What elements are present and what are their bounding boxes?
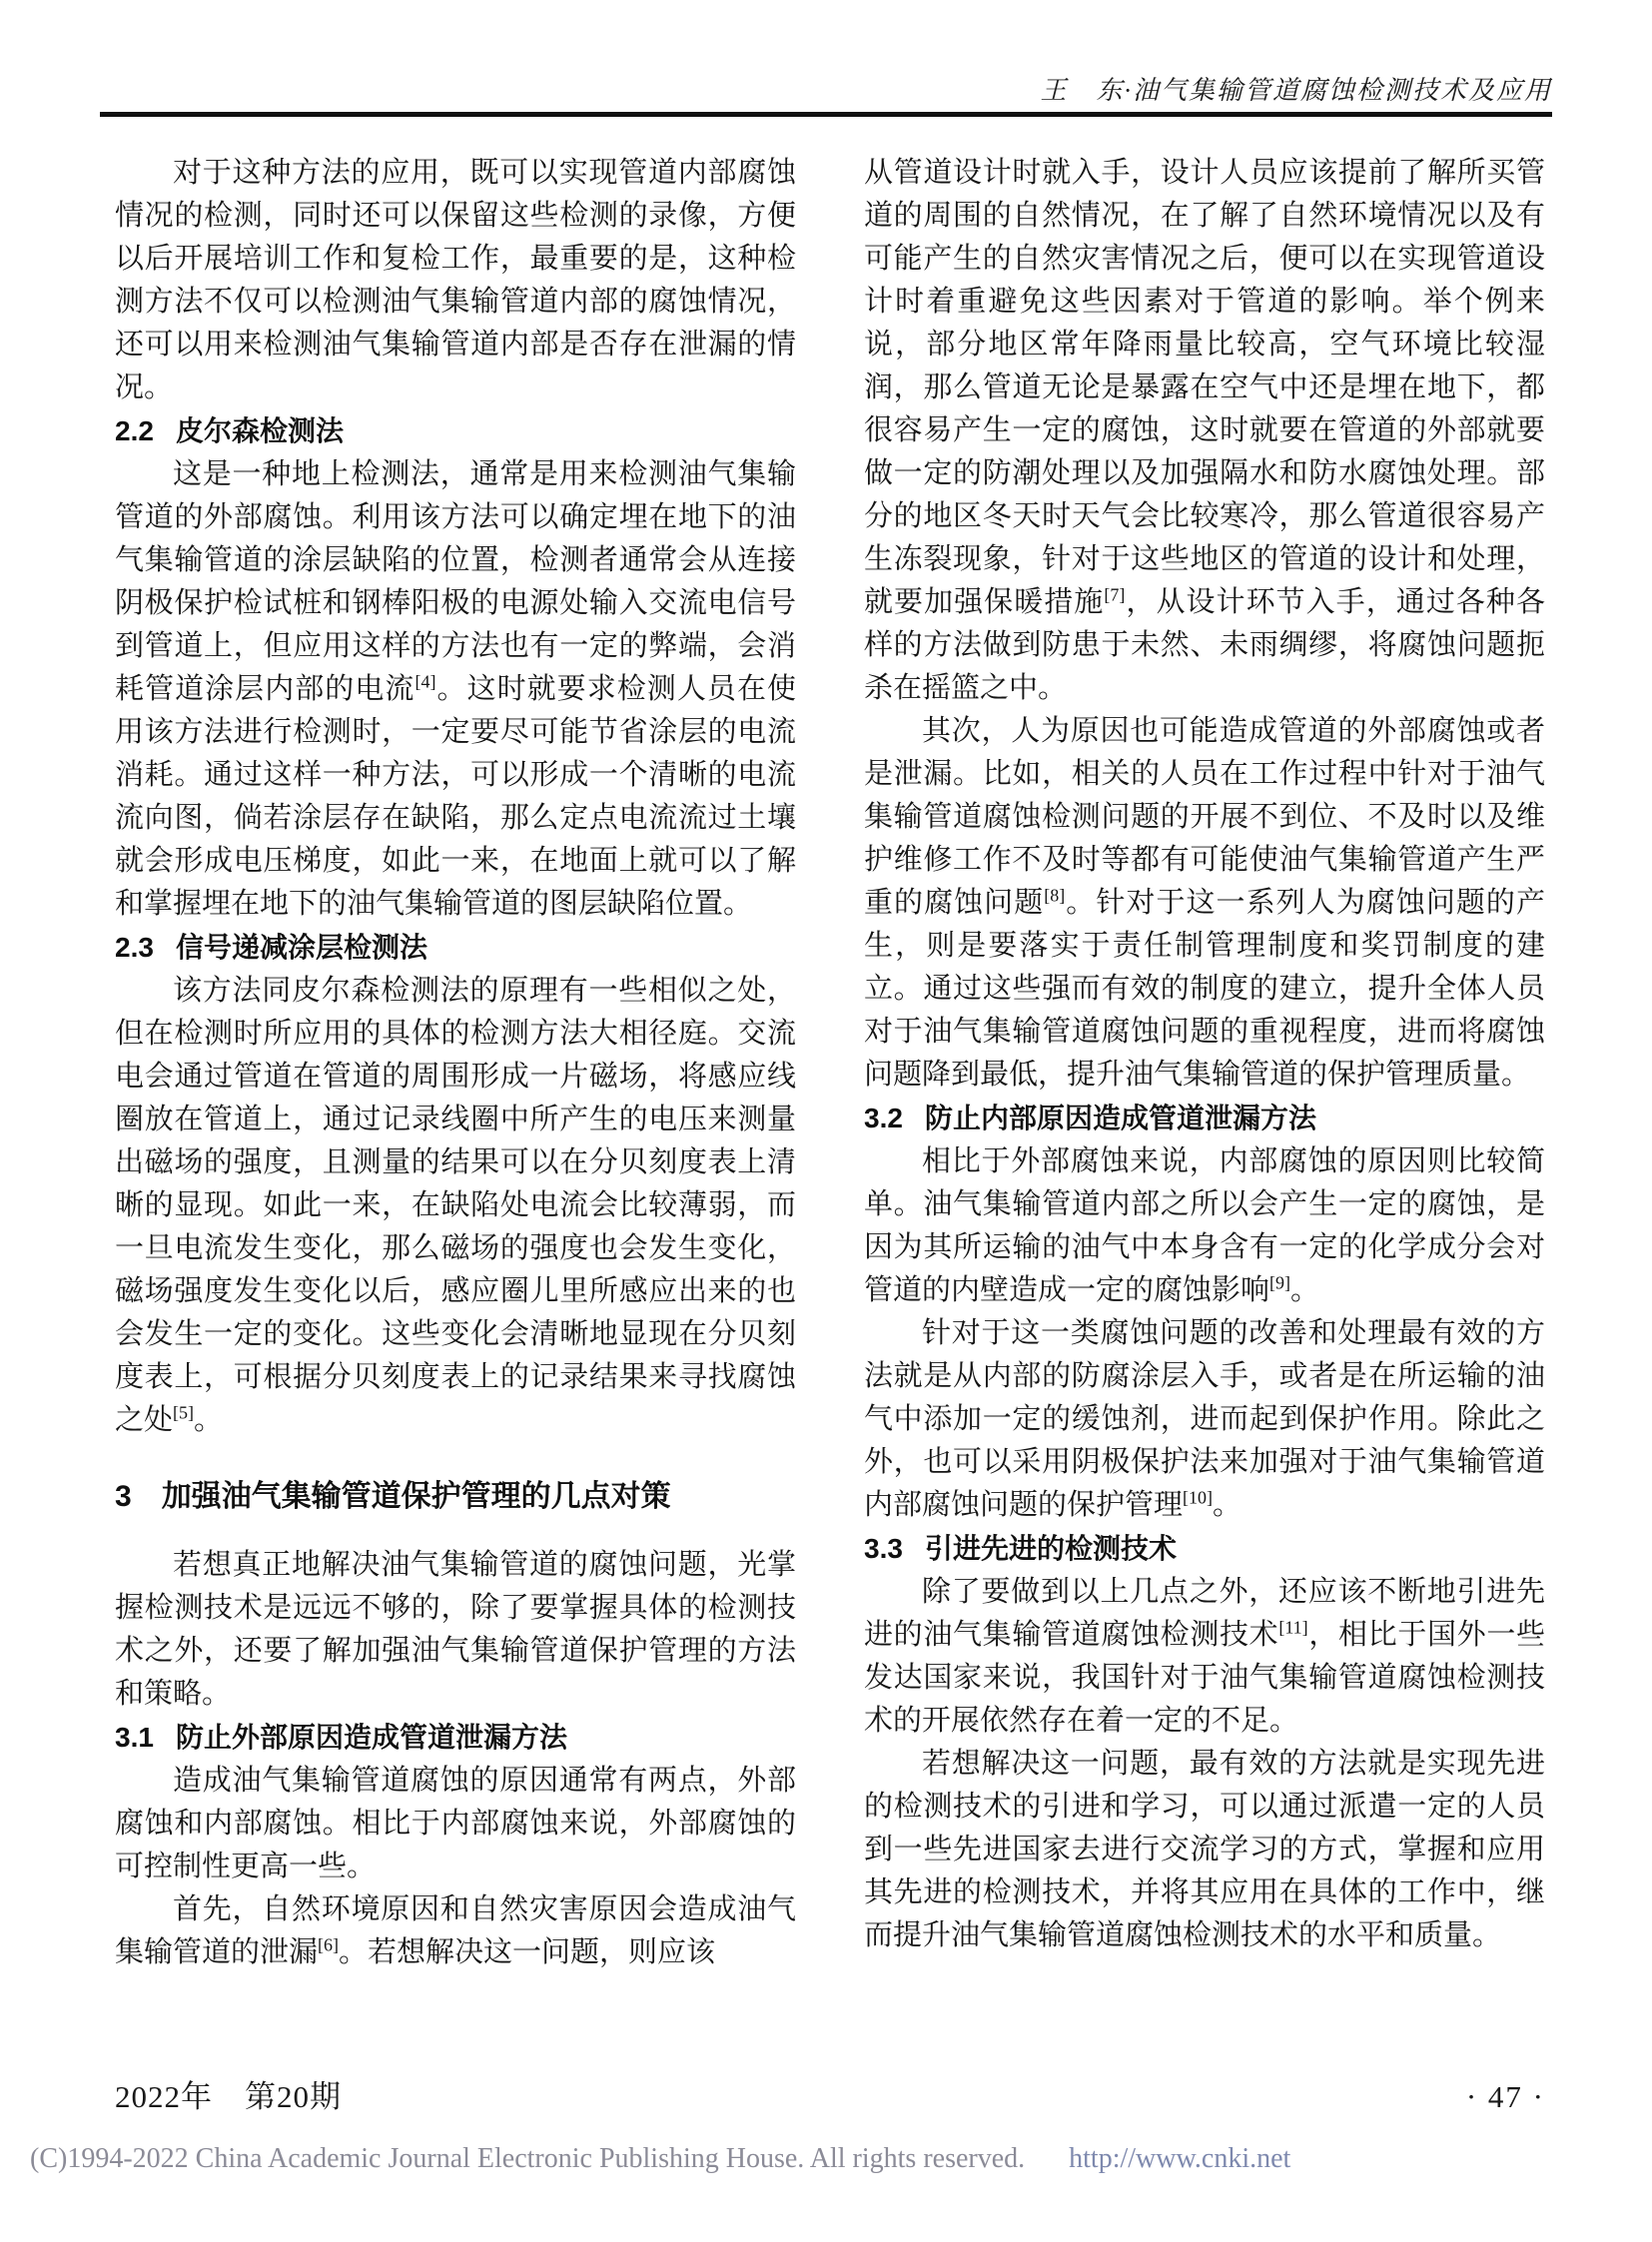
issue-info: 2022年 第20期 (115, 2079, 342, 2114)
right-column (864, 152, 1545, 1974)
paragraph: 相比于外部腐蚀来说，内部腐蚀的原因则比较简单。油气集输管道内部之所以会产生一定的腐蚀，是因为其所运输的油气中本身含有一定的化学成分会对管道的内壁造成一定的腐蚀影响[9]。 (864, 1145, 1545, 1306)
paragraph: 首先，自然环境原因和自然灾害原因会造成油气集输管道的泄漏[6]。若想解决这一问题，则应该 (115, 1893, 796, 1968)
heading-number: 3.2 (864, 1103, 903, 1133)
heading-title: 信号递减涂层检测法 (175, 932, 427, 963)
heading-title: 皮尔森检测法 (175, 415, 344, 446)
heading-number: 2.3 (115, 932, 154, 963)
copyright-text: (C)1994-2022 China Academic Journal Electronic Publishing House. All rights reserved. (30, 2143, 1026, 2174)
cnki-url[interactable]: http://www.cnki.net (1069, 2143, 1291, 2174)
section-heading-3-3 (864, 1527, 1545, 1571)
paragraph: 造成油气集输管道腐蚀的原因通常有两点，外部腐蚀和内部腐蚀。相比于内部腐蚀来说，外部腐蚀的可控制性更高一些。 (115, 1765, 796, 1882)
section-heading-3 (115, 1474, 796, 1520)
paragraph: 从管道设计时就入手，设计人员应该提前了解所买管道的周围的自然情况，在了解了自然环境情况以及有可能产生的自然灾害情况之后，便可以在实现管道设计时着重避免这些因素对于管道的影响。举个例来说，部分地区常年降雨量比较高，空气环境比较湿润，那么管道无论是暴露在空气中还是埋在地下，都很容易产生一定的腐蚀，这时就要在管道的外部就要做一定的防潮处理以及加强隔水和防水腐蚀处理。部分的地区冬天时天气会比较寒冷，那么管道很容易产生冻裂现象，针对于这些地区的管道的设计和处理，就要加强保暖措施[7]，从设计环节入手，通过各种各样的方法做到防患于未然、未雨绸缪，将腐蚀问题扼杀在摇篮之中。 (864, 157, 1545, 704)
paragraph: 除了要做到以上几点之外，还应该不断地引进先进的油气集输管道腐蚀检测技术[11]，相比于国外一些发达国家来说，我国针对于油气集输管道腐蚀检测技术的开展依然存在着一定的不足。 (864, 1576, 1545, 1737)
paragraph: 对于这种方法的应用，既可以实现管道内部腐蚀情况的检测，同时还可以保留这些检测的录像，方便以后开展培训工作和复检工作，最重要的是，这种检测方法不仅可以检测油气集输管道内部的腐蚀情况，还可以用来检测油气集输管道内部是否存在泄漏的情况。 (115, 157, 796, 403)
paragraph: 若想真正地解决油气集输管道的腐蚀问题，光掌握检测技术是远远不够的，除了要掌握具体的检测技术之外，还要了解加强油气集输管道保护管理的方法和策略。 (115, 1549, 796, 1710)
paragraph: 该方法同皮尔森检测法的原理有一些相似之处，但在检测时所应用的具体的检测方法大相径庭。交流电会通过管道在管道的周围形成一片磁场，将感应线圈放在管道上，通过记录线圈中所产生的电压来测量出磁场的强度，且测量的结果可以在分贝刻度表上清晰的显现。如此一来，在缺陷处电流会比较薄弱，而一旦电流发生变化，那么磁场的强度也会发生变化，磁场强度发生变化以后，感应圈儿里所感应出来的也会发生一定的变化。这些变化会清晰地显现在分贝刻度表上，可根据分贝刻度表上的记录结果来寻找腐蚀之处[5]。 (115, 975, 796, 1436)
heading-number: 3 (115, 1480, 132, 1513)
paragraph: 这是一种地上检测法，通常是用来检测油气集输管道的外部腐蚀。利用该方法可以确定埋在地下的油气集输管道的涂层缺陷的位置，检测者通常会从连接阴极保护检试桩和钢棒阳极的电源处输入交流电信号到管道上，但应用这样的方法也有一定的弊端，会消耗管道涂层内部的电流[4]。这时就要求检测人员在使用该方法进行检测时，一定要尽可能节省涂层的电流消耗。通过这样一种方法，可以形成一个清晰的电流流向图，倘若涂层存在缺陷，那么定点电流流过土壤就会形成电压梯度，如此一来，在地面上就可以了解和掌握埋在地下的油气集输管道的图层缺陷位置。 (115, 458, 796, 920)
header-rule (100, 112, 1552, 117)
page-number: · 47 · (1465, 2079, 1545, 2114)
section-heading-2-2 (115, 409, 796, 453)
page-footer (115, 2071, 1545, 2116)
left-column (115, 152, 796, 1974)
paragraph: 其次，人为原因也可能造成管道的外部腐蚀或者是泄漏。比如，相关的人员在工作过程中针对于油气集输管道腐蚀检测问题的开展不到位、不及时以及维护维修工作不及时等都有可能使油气集输管道产生严重的腐蚀问题[8]。针对于这一系列人为腐蚀问题的产生，则是要落实于责任制管理制度和奖罚制度的建立。通过这些强而有效的制度的建立，提升全体人员对于油气集输管道腐蚀问题的重视程度，进而将腐蚀问题降到最低，提升油气集输管道的保护管理质量。 (864, 715, 1545, 1091)
heading-title: 引进先进的检测技术 (924, 1533, 1177, 1564)
paragraph: 针对于这一类腐蚀问题的改善和处理最有效的方法就是从内部的防腐涂层入手，或者是在所运输的油气中添加一定的缓蚀剂，进而起到保护作用。除此之外，也可以采用阴极保护法来加强对于油气集输管道内部腐蚀问题的保护管理[10]。 (864, 1317, 1545, 1521)
copyright-line (30, 2143, 1622, 2175)
heading-title: 加强油气集输管道保护管理的几点对策 (161, 1480, 671, 1513)
running-head (100, 70, 1552, 107)
heading-number: 2.2 (115, 415, 154, 446)
section-heading-2-3 (115, 926, 796, 970)
heading-title: 防止内部原因造成管道泄漏方法 (924, 1103, 1316, 1133)
heading-title: 防止外部原因造成管道泄漏方法 (175, 1722, 567, 1753)
heading-number: 3.1 (115, 1722, 154, 1753)
content-columns (115, 152, 1545, 1974)
section-heading-3-2 (864, 1097, 1545, 1140)
heading-number: 3.3 (864, 1533, 903, 1564)
section-heading-3-1 (115, 1716, 796, 1760)
paragraph: 若想解决这一问题，最有效的方法就是实现先进的检测技术的引进和学习，可以通过派遣一定的人员到一些先进国家去进行交流学习的方式，掌握和应用其先进的检测技术，并将其应用在具体的工作中，继而提升油气集输管道腐蚀检测技术的水平和质量。 (864, 1748, 1545, 1951)
running-title: 王 东·油气集输管道腐蚀检测技术及应用 (1040, 76, 1552, 105)
